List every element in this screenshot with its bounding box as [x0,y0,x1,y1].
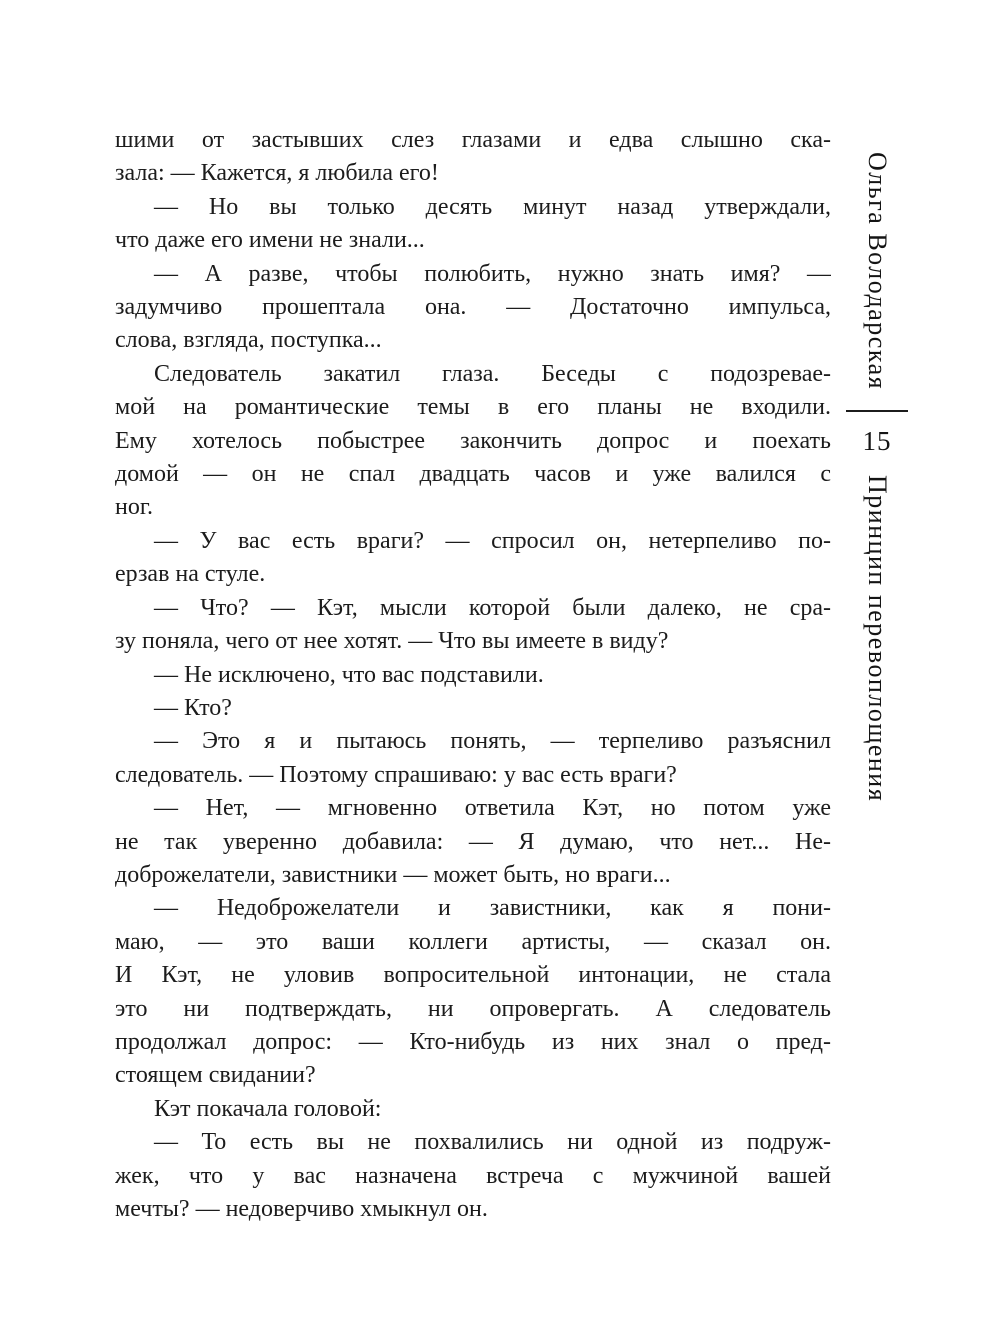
text-line: — Но вы только десять минут назад утверждали, [154,193,831,220]
text-line: — Нет, — мгновенно ответила Кэт, но потом уже [154,795,831,822]
text-line: зу поняла, чего от нее хотят. — Что вы имеете в виду? [115,628,669,655]
text-line: И Кэт, не уловив вопросительной интонации, не стала [115,962,831,989]
text-line: мой на романтические темы в его планы не входили. [115,394,831,421]
text-line: доброжелатели, завистники — может быть, но враги... [115,861,671,888]
text-line: жек, что у вас назначена встреча с мужчиной вашей [115,1162,831,1189]
text-line: домой — он не спал двадцать часов и уже валился с [115,461,831,488]
sidebar-divider [846,410,908,412]
text-line: Ему хотелось побыстрее закончить допрос и поехать [115,427,831,454]
text-line: — А разве, чтобы полюбить, нужно знать имя? — [154,260,831,287]
text-line: продолжал допрос: — Кто-нибудь из них знал о пред- [115,1028,831,1055]
text-line: — У вас есть враги? — спросил он, нетерпеливо по- [154,527,831,554]
text-line: Кэт покачала головой: [154,1095,382,1122]
text-line: ерзав на стуле. [115,561,266,588]
text-line: мечты? — недоверчиво хмыкнул он. [115,1196,488,1222]
text-line: следователь. — Поэтому спрашиваю: у вас есть враги? [115,761,677,788]
text-line: что даже его имени не знали... [115,227,425,254]
text-line: это ни подтверждать, ни опровергать. А следователь [115,995,831,1022]
text-line: — Кто? [154,694,232,721]
text-line: задумчиво прошептала она. — Достаточно импульса, [115,294,831,321]
text-line: — Не исключено, что вас подставили. [154,661,544,688]
author-name: Ольга Володарская [863,152,892,391]
page-margin-sidebar [843,152,911,802]
text-block [115,124,831,1226]
text-line: — Недоброжелатели и завистники, как я пони- [154,895,831,922]
text-line: — Что? — Кэт, мысли которой были далеко, не сра- [154,594,831,621]
text-line: Следователь закатил глаза. Беседы с подозревае- [154,360,831,387]
text-line: ног. [115,494,153,521]
text-line: слова, взгляда, поступка... [115,327,382,354]
text-line: шими от застывших слез глазами и едва слышно ска- [115,127,831,153]
book-title: Принцип перевоплощения [863,475,892,803]
text-line: маю, — это ваши коллеги артисты, — сказал он. [115,928,831,955]
text-line: стоящем свидании? [115,1062,316,1089]
text-line: — Это я и пытаюсь понять, — терпеливо разъяснил [154,728,831,755]
page-number: 15 [862,426,892,457]
text-line: зала: — Кажется, я любила его! [115,160,439,187]
text-line: — То есть вы не похвалились ни одной из подруж- [154,1129,831,1156]
text-line: не так уверенно добавила: — Я думаю, что нет... Не- [115,828,831,855]
